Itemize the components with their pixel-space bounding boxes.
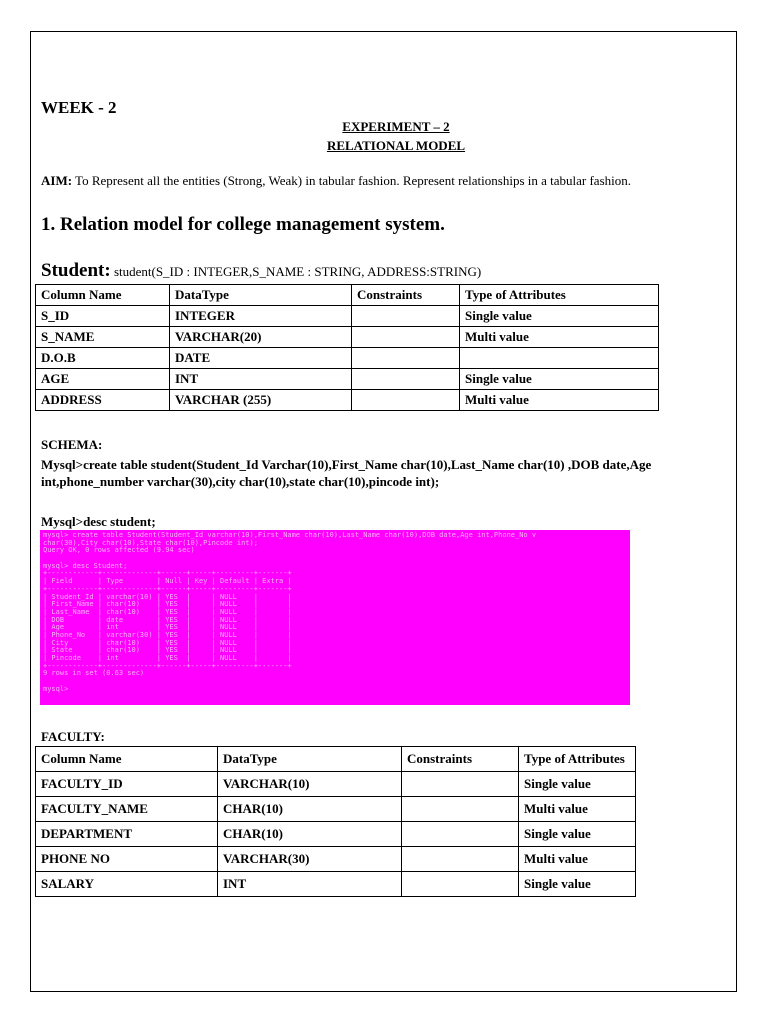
faculty-table-row: [36, 847, 636, 872]
section-heading: 1. Relation model for college management system.: [41, 214, 445, 235]
student-title: Student:: [41, 260, 111, 281]
faculty-table-cell: CHAR(10): [218, 822, 402, 847]
faculty-table-cell: Multi value: [519, 797, 636, 822]
student-table-cell: ADDRESS: [36, 390, 170, 411]
faculty-table-cell: SALARY: [36, 872, 218, 897]
student-table-cell: Single value: [460, 306, 659, 327]
faculty-table-row: [36, 772, 636, 797]
student-table-cell: Multi value: [460, 390, 659, 411]
schema-sql: Mysql>create table student(Student_Id Varchar(10),First_Name char(10),Last_Name char(10) ,DOB date,Age int,phone_number varchar(30),city char(10),state char(10),pincode int);: [41, 457, 652, 489]
student-table: [35, 284, 659, 411]
student-table-cell: INTEGER: [170, 306, 352, 327]
student-table-header-cell: DataType: [170, 285, 352, 306]
terminal-line: | Last_Name | char(10) | YES | | NULL | |: [43, 607, 292, 616]
terminal-line: mysql> desc Student;: [43, 561, 128, 570]
faculty-table-header-row: [36, 747, 636, 772]
week-label: WEEK - 2: [41, 98, 117, 117]
student-table-cell: [460, 348, 659, 369]
student-table-cell: S_ID: [36, 306, 170, 327]
student-table-header-cell: Constraints: [352, 285, 460, 306]
faculty-table-row: [36, 822, 636, 847]
terminal-line: | Pincode | int | YES | | NULL | |: [43, 654, 292, 662]
student-table-cell: [352, 348, 460, 369]
terminal-line: +------------+-------------+------+-----+---------+-------+: [43, 584, 292, 593]
student-table-row: [36, 306, 659, 327]
faculty-table-cell: Single value: [519, 822, 636, 847]
student-table-cell: [352, 369, 460, 390]
terminal-line: [43, 678, 627, 686]
student-table-row: [36, 369, 659, 390]
aim-text: To Represent all the entities (Strong, Weak) in tabular fashion. Represent relationships in a tabular fashion.: [72, 173, 631, 188]
student-table-cell: VARCHAR (255): [170, 390, 352, 411]
model-title: RELATIONAL MODEL: [326, 138, 466, 153]
student-signature: student(S_ID : INTEGER,S_NAME : STRING, ADDRESS:STRING): [110, 264, 482, 279]
student-table-cell: VARCHAR(20): [170, 327, 352, 348]
terminal-line: mysql>: [43, 684, 69, 693]
terminal-line: Query OK, 0 rows affected (9.94 sec): [43, 546, 195, 555]
terminal-line: [43, 555, 627, 563]
schema-label: SCHEMA:: [41, 437, 103, 452]
student-table-cell: [352, 390, 460, 411]
desc-command: Mysql>desc student;: [41, 514, 156, 529]
student-table-cell: [352, 327, 460, 348]
terminal-screenshot: [40, 530, 630, 705]
student-table-cell: INT: [170, 369, 352, 390]
student-table-cell: S_NAME: [36, 327, 170, 348]
faculty-table-header-cell: Column Name: [36, 747, 218, 772]
experiment-title: EXPERIMENT – 2: [342, 119, 450, 134]
terminal-line: | Student_Id | varchar(10) | YES | | NULL | |: [43, 592, 292, 601]
faculty-table-header-cell: Constraints: [402, 747, 519, 772]
aim-label: AIM:: [41, 173, 73, 188]
student-table-row: [36, 348, 659, 369]
terminal-line: | Age | int | YES | | NULL | |: [43, 623, 292, 632]
student-table-cell: DATE: [170, 348, 352, 369]
faculty-table-cell: PHONE NO: [36, 847, 218, 872]
student-table-row: [36, 327, 659, 348]
terminal-line: mysql> create table Student(Student_Id varchar(10),First_Name char(10),Last_Name char(10),DOB date,Age int,Phone_No v: [43, 531, 537, 539]
faculty-table-cell: [402, 772, 519, 797]
faculty-label: FACULTY:: [41, 729, 105, 744]
faculty-table-header-cell: Type of Attributes: [519, 747, 636, 772]
faculty-table-cell: VARCHAR(10): [218, 772, 402, 797]
student-table-header-row: [36, 285, 659, 306]
terminal-line: +------------+-------------+------+-----+---------+-------+: [43, 569, 292, 578]
terminal-line: +------------+-------------+------+-----+---------+-------+: [43, 661, 292, 670]
terminal-line: | City | char(10) | YES | | NULL | |: [43, 638, 292, 647]
faculty-table-cell: [402, 872, 519, 897]
faculty-table-cell: VARCHAR(30): [218, 847, 402, 872]
student-table-cell: Multi value: [460, 327, 659, 348]
aim-paragraph: [41, 173, 631, 189]
terminal-line: | Field | Type | Null | Key | Default | Extra |: [43, 577, 292, 586]
faculty-table-cell: Single value: [519, 772, 636, 797]
faculty-table-row: [36, 797, 636, 822]
faculty-table-cell: FACULTY_NAME: [36, 797, 218, 822]
student-heading: [41, 260, 481, 282]
student-table-header-cell: Column Name: [36, 285, 170, 306]
faculty-table-cell: CHAR(10): [218, 797, 402, 822]
terminal-line: char(30),City char(10),State char(10),Pincode int);: [43, 538, 258, 547]
faculty-table-cell: Multi value: [519, 847, 636, 872]
faculty-table-cell: [402, 847, 519, 872]
student-table-cell: D.O.B: [36, 348, 170, 369]
student-table-cell: AGE: [36, 369, 170, 390]
student-table-body: [36, 285, 659, 411]
faculty-table-cell: FACULTY_ID: [36, 772, 218, 797]
faculty-table-cell: DEPARTMENT: [36, 822, 218, 847]
student-table-row: [36, 390, 659, 411]
faculty-table-cell: INT: [218, 872, 402, 897]
student-table-cell: [352, 306, 460, 327]
student-table-cell: Single value: [460, 369, 659, 390]
faculty-table-cell: [402, 822, 519, 847]
student-table-header-cell: Type of Attributes: [460, 285, 659, 306]
terminal-line: | DOB | date | YES | | NULL | |: [43, 615, 292, 624]
faculty-table-cell: Single value: [519, 872, 636, 897]
terminal-line: | First_Name | char(10) | YES | | NULL | |: [43, 600, 292, 609]
faculty-table-body: [36, 747, 636, 897]
faculty-table: [35, 746, 636, 897]
faculty-table-header-cell: DataType: [218, 747, 402, 772]
faculty-table-row: [36, 872, 636, 897]
terminal-line: | Phone_No | varchar(30) | YES | | NULL | |: [43, 630, 292, 639]
terminal-line: 9 rows in set (0.63 sec): [43, 669, 145, 678]
terminal-line: | State | char(10) | YES | | NULL | |: [43, 646, 292, 655]
faculty-table-cell: [402, 797, 519, 822]
